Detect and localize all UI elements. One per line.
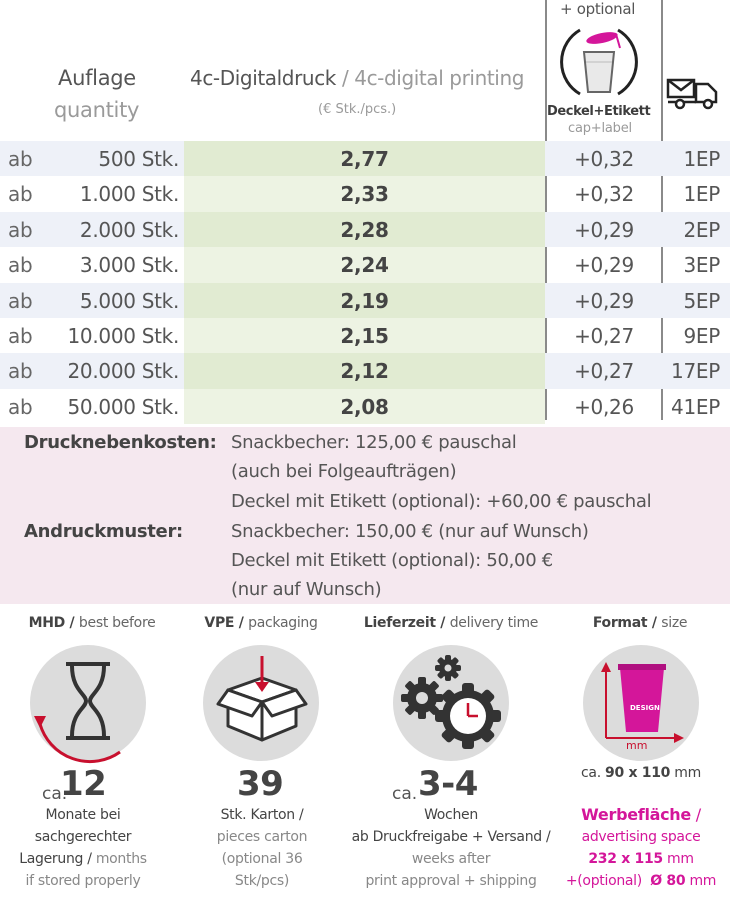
price-value: 2,15 xyxy=(340,323,389,348)
qty-value: 1.000 Stk. xyxy=(79,182,179,207)
shipping-value: 1EP xyxy=(683,182,720,207)
cap-price-value: +0,32 xyxy=(574,147,634,171)
qty-prefix: ab xyxy=(8,147,33,171)
shipping-value: 3EP xyxy=(683,253,720,278)
price-value: 2,08 xyxy=(340,394,389,419)
delivery-description xyxy=(350,804,552,892)
vpe-title: VPE / packaging xyxy=(204,615,318,631)
print-method-en: 4c-digital printing xyxy=(354,66,525,90)
print-method-de: 4c-Digitaldruck xyxy=(190,66,336,90)
format-title-en: size xyxy=(661,615,688,631)
delivery-desc-line: Wochen xyxy=(424,807,478,823)
cap-price-value: +0,26 xyxy=(574,394,634,419)
qty-value: 50.000 Stk. xyxy=(67,394,179,419)
qty-value: 500 Stk. xyxy=(98,147,179,171)
format-size-value: 90 x 110 xyxy=(605,765,671,781)
proof-sample-line: Snackbecher: 150,00 € (nur auf Wunsch) xyxy=(231,521,589,542)
table-row xyxy=(0,247,730,282)
qty-prefix: ab xyxy=(8,359,33,384)
delivery-desc-line: weeks after xyxy=(411,851,491,867)
cap-price-value: +0,32 xyxy=(574,182,634,207)
vpe-desc-line: pieces carton xyxy=(216,829,308,845)
mhd-desc-line: if stored properly xyxy=(25,873,141,889)
print-method-header xyxy=(190,66,524,90)
cap-price-value: +0,29 xyxy=(574,288,634,313)
format-size-unit: mm xyxy=(674,765,701,781)
format-title-de: Format xyxy=(592,615,648,631)
lid-optional-size xyxy=(556,870,726,892)
vpe-desc-line: Stk/pcs) xyxy=(234,873,290,889)
dimension-mm-label: mm xyxy=(626,739,648,752)
quantity-label: quantity xyxy=(54,98,140,122)
table-row xyxy=(0,176,730,211)
cap-label-de: Deckel+Etikett xyxy=(547,104,651,119)
mhd-desc-line: sachgerechter xyxy=(34,829,132,845)
delivery-title-en: delivery time xyxy=(449,615,539,631)
table-row xyxy=(0,318,730,353)
mhd-title: MHD / best before xyxy=(28,615,156,631)
vpe-desc-line: Stk. Karton / xyxy=(220,807,304,823)
qty-prefix: ab xyxy=(8,288,33,313)
table-row xyxy=(0,353,730,388)
proof-sample-label: Andruckmuster: xyxy=(24,521,183,542)
qty-value: 20.000 Stk. xyxy=(67,359,179,384)
delivery-desc-line: print approval + shipping xyxy=(365,873,537,889)
delivery-value: 3-4 xyxy=(418,764,478,804)
gears-clock-icon xyxy=(394,650,510,756)
cap-label-en: cap+label xyxy=(568,121,632,136)
print-costs-line: Deckel mit Etikett (optional): +60,00 € pauschal xyxy=(231,491,652,512)
proof-sample-line: Deckel mit Etikett (optional): 50,00 € xyxy=(231,550,553,571)
vpe-desc-line: (optional 36 xyxy=(221,851,303,867)
shipping-value: 5EP xyxy=(683,288,720,313)
qty-value: 5.000 Stk. xyxy=(79,288,179,313)
advertising-space-en: advertising space xyxy=(581,829,701,845)
cap-price-value: +0,27 xyxy=(574,323,634,348)
advertising-space-title xyxy=(566,804,716,826)
shipping-value: 17EP xyxy=(671,359,720,384)
vpe-description xyxy=(182,804,342,892)
format-size-prefix: ca. xyxy=(581,765,601,781)
vpe-value: 39 xyxy=(237,764,284,804)
advertising-title-sep: / xyxy=(690,805,701,824)
price-value: 2,24 xyxy=(340,253,389,278)
advertising-size-value: 232 x 115 xyxy=(588,851,663,867)
delivery-desc-line: ab Druckfreigabe + Versand / xyxy=(351,829,551,845)
mhd-desc-line: Monate bei xyxy=(45,807,121,823)
mhd-value: 12 xyxy=(60,764,107,804)
print-method-sep: / xyxy=(335,66,355,90)
qty-prefix: ab xyxy=(8,217,33,242)
table-row xyxy=(0,389,730,424)
mhd-desc-line: Lagerung / months xyxy=(19,851,147,867)
print-costs-line: Snackbecher: 125,00 € pauschal xyxy=(231,432,517,453)
cap-price-value: +0,29 xyxy=(574,217,634,242)
vpe-title-en: packaging xyxy=(248,615,318,631)
cap-price-value: +0,27 xyxy=(574,359,634,384)
price-value: 2,28 xyxy=(340,217,389,242)
vpe-title-de: VPE xyxy=(204,615,235,631)
qty-value: 3.000 Stk. xyxy=(79,253,179,278)
design-label: DESIGN xyxy=(630,704,660,712)
table-row xyxy=(0,141,730,176)
hourglass-icon xyxy=(24,646,152,764)
shipping-value: 1EP xyxy=(683,147,720,171)
cap-price-value: +0,29 xyxy=(574,253,634,278)
table-row xyxy=(0,283,730,318)
qty-prefix: ab xyxy=(8,182,33,207)
mhd-desc-storage: Lagerung xyxy=(19,851,84,867)
mhd-desc-months: months xyxy=(95,851,147,867)
advertising-size-unit: mm xyxy=(667,851,694,867)
print-costs-label: Drucknebenkosten: xyxy=(24,432,217,453)
qty-prefix: ab xyxy=(8,394,33,419)
price-unit-label: (€ Stk./pcs.) xyxy=(318,102,397,117)
print-costs-line: (auch bei Folgeaufträgen) xyxy=(231,461,457,482)
shipping-value: 9EP xyxy=(683,323,720,348)
delivery-prefix: ca. xyxy=(392,784,418,804)
format-size xyxy=(566,762,716,784)
mhd-title-de: MHD xyxy=(28,615,65,631)
price-value: 2,12 xyxy=(340,359,389,384)
extra-costs-panel xyxy=(0,427,730,604)
box-package-icon xyxy=(214,652,310,748)
cup-with-lid-icon xyxy=(560,22,638,102)
optional-label: + optional xyxy=(560,0,636,18)
qty-prefix: ab xyxy=(8,323,33,348)
shipping-value: 41EP xyxy=(671,394,720,419)
lid-optional-label: +(optional) xyxy=(565,873,642,889)
advertising-space-size xyxy=(566,848,716,870)
mhd-description xyxy=(0,804,166,892)
advertising-title-de: Werbefläche xyxy=(581,805,691,824)
delivery-truck-icon xyxy=(666,76,722,110)
mhd-prefix: ca. xyxy=(42,784,68,804)
shipping-value: 2EP xyxy=(683,217,720,242)
qty-prefix: ab xyxy=(8,253,33,278)
table-row xyxy=(0,212,730,247)
delivery-title-de: Lieferzeit xyxy=(363,615,436,631)
price-value: 2,33 xyxy=(340,182,389,207)
price-table xyxy=(0,141,730,424)
format-title: Format / size xyxy=(592,615,688,631)
delivery-title: Lieferzeit / delivery time xyxy=(363,615,539,631)
price-value: 2,19 xyxy=(340,288,389,313)
lid-optional-value: Ø 80 xyxy=(650,873,686,889)
mhd-title-en: best before xyxy=(78,615,156,631)
proof-sample-line: (nur auf Wunsch) xyxy=(231,579,382,600)
qty-value: 2.000 Stk. xyxy=(79,217,179,242)
qty-value: 10.000 Stk. xyxy=(67,323,179,348)
lid-optional-unit: mm xyxy=(689,873,717,889)
auflage-label: Auflage xyxy=(58,66,136,90)
price-value: 2,77 xyxy=(340,147,389,171)
